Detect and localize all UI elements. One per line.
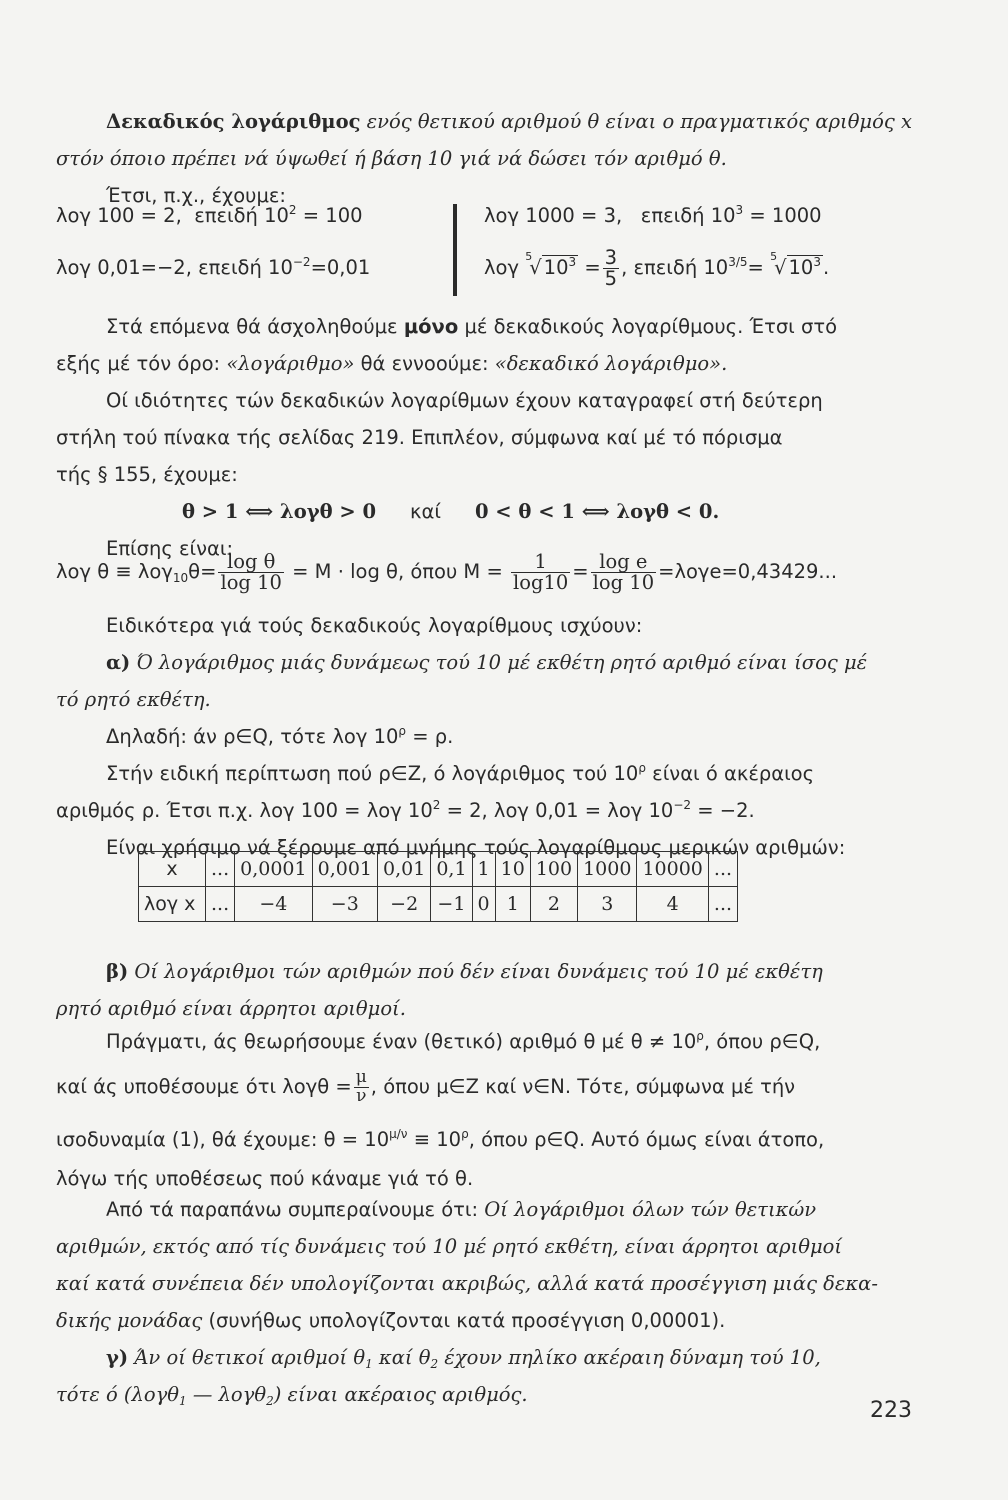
ineq-part-1: θ > 1 ⟺ λογθ > 0: [182, 500, 377, 523]
formula-sub: 10: [172, 571, 189, 585]
prop-c-sub2: 2: [430, 1357, 439, 1371]
proof-l3-exp2: ρ: [461, 1127, 469, 1141]
prop-c-sub4: 2: [266, 1394, 274, 1408]
ex3-lhs: λογ 1000 = 3,: [484, 204, 623, 227]
table-cell: 3: [578, 887, 637, 922]
proof-line-1: [56, 1023, 922, 1060]
prop-a-line-2: τό ρητό εκθέτη.: [56, 688, 211, 711]
case-l2b: = 2, λογ 0,01 = λογ 10: [446, 799, 674, 822]
ex4-frac-num: 3: [604, 245, 618, 269]
ex4-end: .: [822, 256, 830, 279]
example-1: [56, 196, 363, 236]
thatis-exp: ρ: [398, 724, 407, 738]
properties-block: [56, 607, 922, 866]
conclusion-line-2: αριθμών, εκτός από τίς δυνάμεις τού 10 μέ ρητό εκθέτη, είναι άρρητοι αριθμοί: [56, 1235, 843, 1258]
table-cell: 1: [495, 887, 530, 922]
f2-den: log10: [513, 571, 569, 594]
table-cell: 0,01: [378, 852, 431, 887]
special-line: Ειδικότερα γιά τούς δεκαδικούς λογαρίθμους ισχύουν:: [106, 614, 643, 637]
case-line-2: [56, 792, 922, 829]
para2-line-3: τής § 155, έχουμε:: [56, 463, 238, 486]
conclusion-line-3: καί κατά συνέπεια δέν υπολογίζονται ακριβώς, αλλά κατά προσέγγιση μιάς δεκα-: [56, 1272, 878, 1295]
case-l1b: είναι ό ακέραιος: [652, 762, 815, 785]
ex4-exp: 3/5: [728, 255, 748, 269]
table-cell: ...: [206, 852, 235, 887]
f3-den: log 10: [592, 571, 655, 594]
proof-block: [56, 1023, 922, 1197]
prop-b-text: Οί λογάριθμοι τών αριθμών πού δέν είναι δυνάμεις τού 10 μέ εκθέτη: [134, 960, 823, 983]
prop-c-block: [56, 1339, 922, 1413]
ex3-mid: επειδή 10: [640, 204, 736, 227]
proof-fraction: [354, 1069, 369, 1106]
table-cell: 0: [472, 887, 495, 922]
proof-l1b: , όπου ρ∈Q,: [703, 1030, 821, 1053]
formula-eq: =: [572, 560, 589, 583]
para1-it2: «δεκαδικό λογάριθμο».: [494, 352, 728, 375]
proof-frac-den: ν: [356, 1086, 367, 1106]
prop-c-l1b: καί θ: [378, 1346, 431, 1369]
para1-l2b: θά εννοούμε:: [360, 352, 489, 375]
prop-a-text: Ό λογάριθμος μιάς δυνάμεως τού 10 μέ εκθέτη ρητό αριθμό είναι ίσος μέ: [136, 651, 868, 674]
proof-l3b: ≡ 10: [413, 1128, 462, 1151]
table-cell: −4: [235, 887, 312, 922]
ex2-exp: −2: [292, 255, 311, 269]
case-l1-exp: ρ: [638, 761, 646, 775]
para1-l1a: Στά επόμενα θά άσχοληθούμε: [106, 315, 398, 338]
conclusion-l1-it: Οί λογάριθμοι όλων τών θετικών: [484, 1198, 817, 1221]
thatis-b: = ρ.: [412, 725, 454, 748]
conclusion-block: [56, 1191, 922, 1339]
proof-frac-num: μ: [355, 1067, 367, 1088]
ex2-lhs: λογ 0,01=−2,: [56, 256, 192, 279]
para1-bold: μόνο: [403, 315, 459, 338]
prop-c-sub3: 1: [179, 1394, 187, 1408]
prop-b-label: β): [106, 960, 129, 983]
conclusion-l4b: (συνήθως υπολογίζονται κατά προσέγγιση 0,00001).: [208, 1309, 726, 1332]
formula-frac-1: [218, 549, 283, 594]
para1-line-2: [56, 345, 922, 382]
example-3: [484, 196, 822, 236]
f2-num: 1: [511, 552, 570, 573]
paragraph-block: [56, 308, 922, 567]
prop-b-line-1: [56, 953, 922, 990]
formula-frac-2: [511, 549, 570, 594]
case-l2c: = −2.: [697, 799, 755, 822]
thatis-line: [56, 718, 922, 755]
proof-l1-exp: ρ: [696, 1029, 704, 1043]
table-cell: ...: [708, 852, 737, 887]
formula-frac-3: [591, 549, 656, 594]
formula-theta: θ=: [188, 560, 217, 583]
ex4-root-index-2: 5: [770, 250, 778, 263]
f1-num: log θ: [218, 552, 283, 573]
para2-line-2: στήλη τού πίνακα τής σελίδας 219. Επιπλέον, σύμφωνα καί μέ τό πόρισμα: [56, 426, 783, 449]
proof-l2b: , όπου μ∈Z καί ν∈N. Τότε, σύμφωνα μέ τήν: [370, 1075, 796, 1098]
ex4-radicand-2: [787, 255, 823, 279]
definition-term: Δεκαδικός λογάριθμος: [106, 110, 361, 133]
definition-line-1: [56, 103, 922, 140]
ex4-radicand-base: 10: [543, 256, 569, 279]
table-cell: 0,0001: [235, 852, 312, 887]
ex1-exp: 2: [288, 203, 297, 217]
definition-text: ενός θετικού αριθμού θ είναι ο πραγματικός αριθμός x: [366, 110, 912, 133]
proof-l1a: Πράγματι, άς θεωρήσουμε έναν (θετικό) αριθμό θ μέ θ ≠ 10: [106, 1030, 697, 1053]
ineq-part-2: 0 < θ < 1 ⟺ λογθ < 0.: [474, 500, 720, 523]
definition-line-2: στόν όποιο πρέπει νά ύψωθεί ή βάση 10 γιά νά δώσει τόν αριθμό θ.: [56, 147, 727, 170]
case-l2-exp1: 2: [432, 798, 441, 812]
prop-c-l1c: έχουν πηλίκο ακέραιη δύναμη τού 10,: [444, 1346, 821, 1369]
proof-l3c: , όπου ρ∈Q. Αυτό όμως είναι άτοπο,: [468, 1128, 825, 1151]
radical-sign-2: √: [774, 256, 787, 279]
prop-c-l2b: — λογθ: [192, 1383, 267, 1406]
ex4-frac-den: 5: [604, 267, 618, 290]
example-4: λογ $^5$√ $10^3$ = $\frac{3}{5}$ , επειδή $10^{3/5}= ^5√$ $10^3$ .: [484, 245, 830, 290]
also-line: Επίσης είναι:: [106, 537, 234, 560]
ex4-fraction: [603, 245, 619, 290]
conclusion-line-1: [56, 1191, 922, 1228]
proof-line-3: [56, 1114, 922, 1160]
ex4-radicand-exp: 3: [568, 255, 577, 269]
table-cell: 0,001: [312, 852, 377, 887]
ex1-mid: επειδή 10: [194, 204, 289, 227]
ex4-radicand: [542, 255, 578, 279]
ex2-rhs: =0,01: [310, 256, 371, 279]
conclusion-line-4: [56, 1302, 922, 1339]
para2-line-1: Οί ιδιότητες τών δεκαδικών λογαρίθμων έχουν καταγραφεί στή δεύτερη: [106, 389, 823, 412]
prop-a-label: α): [106, 651, 131, 674]
double-vertical-rule: [453, 204, 457, 296]
table-head-logx: λογ x: [139, 887, 206, 922]
prop-a-line-1: [56, 644, 922, 681]
prop-c-label: γ): [106, 1346, 129, 1369]
table-cell: 2: [530, 887, 577, 922]
conclusion-l4-it: δικής μονάδας: [56, 1309, 203, 1332]
ex4-eq: =: [747, 256, 764, 279]
ex1-rhs: = 100: [302, 204, 363, 227]
table-cell: ...: [708, 887, 737, 922]
ex4-radicand2-exp: 3: [813, 255, 821, 269]
table-cell: −2: [378, 887, 431, 922]
ex3-exp: 3: [735, 203, 744, 217]
log-table: [138, 851, 738, 922]
table-cell: −3: [312, 887, 377, 922]
prop-b-line-2: ρητό αριθμό είναι άρρητοι αριθμοί.: [56, 997, 406, 1020]
f1-den: log 10: [220, 571, 282, 594]
formula-line: [56, 540, 922, 604]
case-l2a: αριθμός ρ. Έτσι π.χ. λογ 100 = λογ 10: [56, 799, 433, 822]
formula-mid: = M · log θ, όπου M =: [292, 560, 503, 583]
conclusion-l1a: Από τά παραπάνω συμπεραίνουμε ότι:: [106, 1198, 479, 1221]
prop-b-block: [56, 953, 922, 1027]
case-l2-exp2: −2: [673, 798, 692, 812]
table-cell: 10: [495, 852, 530, 887]
useful-line: Είναι χρήσιμο νά ξέρουμε από μνήμης τούς λογαρίθμους μερικών αριθμών:: [106, 836, 846, 859]
case-l1a: Στήν ειδική περίπτωση πού ρ∈Z, ό λογάριθμος τού 10: [106, 762, 639, 785]
examples-block: [56, 196, 922, 306]
inequality-line: [56, 493, 922, 530]
ex2-mid: επειδή 10: [198, 256, 293, 279]
para1-l1b: μέ δεκαδικούς λογαρίθμους. Έτσι στό: [464, 315, 838, 338]
radical-sign: √: [529, 256, 542, 279]
table-cell: 1000: [578, 852, 637, 887]
page-number: 223: [870, 1398, 912, 1423]
proof-l2a: καί άς υποθέσουμε ότι λογθ =: [56, 1075, 352, 1098]
proof-l3-exp: μ/ν: [389, 1127, 408, 1141]
prop-c-l2a: τότε ό (λογθ: [56, 1383, 180, 1406]
ex3-rhs: = 1000: [749, 204, 822, 227]
proof-l3a: ισοδυναμία (1), θά έχουμε: θ = 10: [56, 1128, 390, 1151]
formula-end: =λογe=0,43429...: [658, 560, 838, 583]
table-head-x: x: [139, 852, 206, 887]
table-cell: 1: [472, 852, 495, 887]
para1-l2a: εξής μέ τόν όρο:: [56, 352, 221, 375]
table-row-x: [139, 852, 738, 887]
thatis-a: Δηλαδή: άν ρ∈Q, τότε λογ 10: [106, 725, 399, 748]
ex4-mid: , επειδή 10: [621, 256, 729, 279]
ex4-root-index: 5: [525, 250, 533, 263]
prop-c-line-1: [56, 1339, 922, 1376]
para1-line-1: [56, 308, 922, 345]
table-cell: 4: [637, 887, 708, 922]
ineq-conj: καί: [410, 500, 441, 523]
table-cell: 100: [530, 852, 577, 887]
proof-line-2: [56, 1060, 922, 1114]
ex1-lhs: λογ 100 = 2,: [56, 204, 182, 227]
ex4-log: λογ: [484, 256, 520, 279]
prop-c-l2c: ) είναι ακέραιος αριθμός.: [273, 1383, 528, 1406]
intro-line: Έτσι, π.χ., έχουμε:: [106, 184, 286, 207]
case-line-1: [56, 755, 922, 792]
prop-c-l1a: Άν οί θετικοί αριθμοί θ: [134, 1346, 366, 1369]
para1-it1: «λογάριθμο»: [226, 352, 355, 375]
table-cell: 10000: [637, 852, 708, 887]
ex4-radicand2-base: 10: [788, 256, 814, 279]
proof-line-4: λόγω τής υποθέσεως πού κάναμε γιά τό θ.: [56, 1167, 474, 1190]
prop-c-sub1: 1: [365, 1357, 373, 1371]
f3-num: log e: [591, 552, 656, 573]
prop-c-line-2: [56, 1376, 922, 1413]
example-2: [56, 244, 370, 292]
table-cell: 0,1: [431, 852, 472, 887]
formula-lhs: λογ θ ≡ λογ: [56, 560, 173, 583]
table-cell: −1: [431, 887, 472, 922]
table-cell: ...: [206, 887, 235, 922]
prop-c-text-1: [134, 1346, 820, 1369]
table-row-logx: [139, 887, 738, 922]
